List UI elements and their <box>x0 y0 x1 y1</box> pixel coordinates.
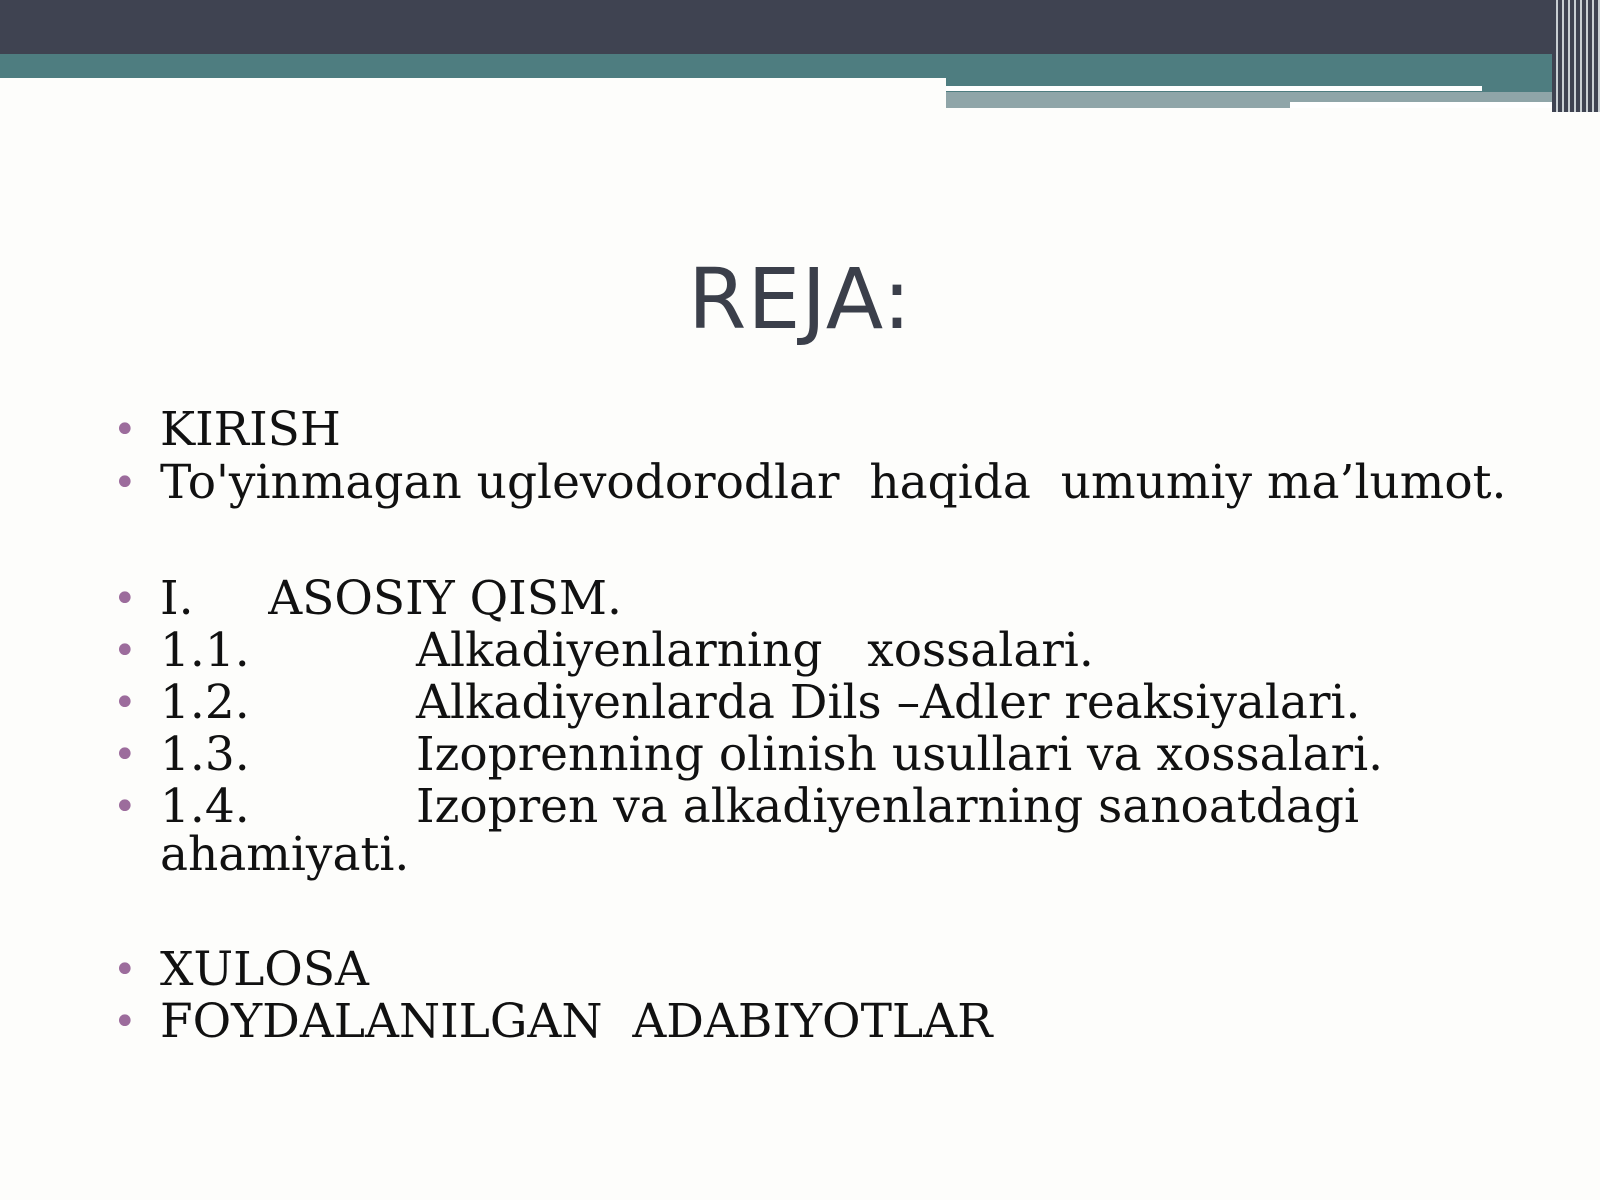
bullet-icon: • <box>113 460 137 506</box>
slide-title: REJA: <box>687 250 913 348</box>
list-item-text: To'yinmagan uglevodorodlar haqida umumiy ma’lumot. <box>160 455 1507 510</box>
list-item-text: FOYDALANILGAN ADABIYOTLAR <box>160 994 993 1049</box>
header-line-white-short <box>1290 102 1570 108</box>
list-item-number: 1.4. <box>160 779 250 834</box>
bullet-icon: • <box>113 407 137 453</box>
list-item-text: Alkadiyenlarning xossalari. <box>416 623 1094 678</box>
list-item-continuation: ahamiyati. <box>160 827 410 882</box>
header-bar-dark <box>0 0 1600 54</box>
header-line-white <box>946 86 1482 91</box>
bullet-icon: • <box>113 732 137 778</box>
bullet-icon: • <box>113 999 137 1045</box>
list-item-number: 1.2. <box>160 675 250 730</box>
list-item-number: 1.3. <box>160 727 250 782</box>
header-bar-teal <box>0 54 1600 78</box>
list-item-number: 1.1. <box>160 623 250 678</box>
bullet-icon: • <box>113 947 137 993</box>
list-item-text: Izoprenning olinish usullari va xossalari. <box>416 727 1384 782</box>
bullet-icon: • <box>113 628 137 674</box>
list-item-text: XULOSA <box>160 942 369 997</box>
list-item-text: Izopren va alkadiyenlarning sanoatdagi <box>416 779 1359 834</box>
list-item-text: KIRISH <box>160 402 341 457</box>
bullet-icon: • <box>113 784 137 830</box>
list-item-text: I. ASOSIY QISM. <box>160 571 622 626</box>
bullet-icon: • <box>113 680 137 726</box>
bullet-icon: • <box>113 576 137 622</box>
header-edge-stripes <box>1552 0 1600 112</box>
list-item-text: Alkadiyenlarda Dils –Adler reaksiyalari. <box>416 675 1361 730</box>
